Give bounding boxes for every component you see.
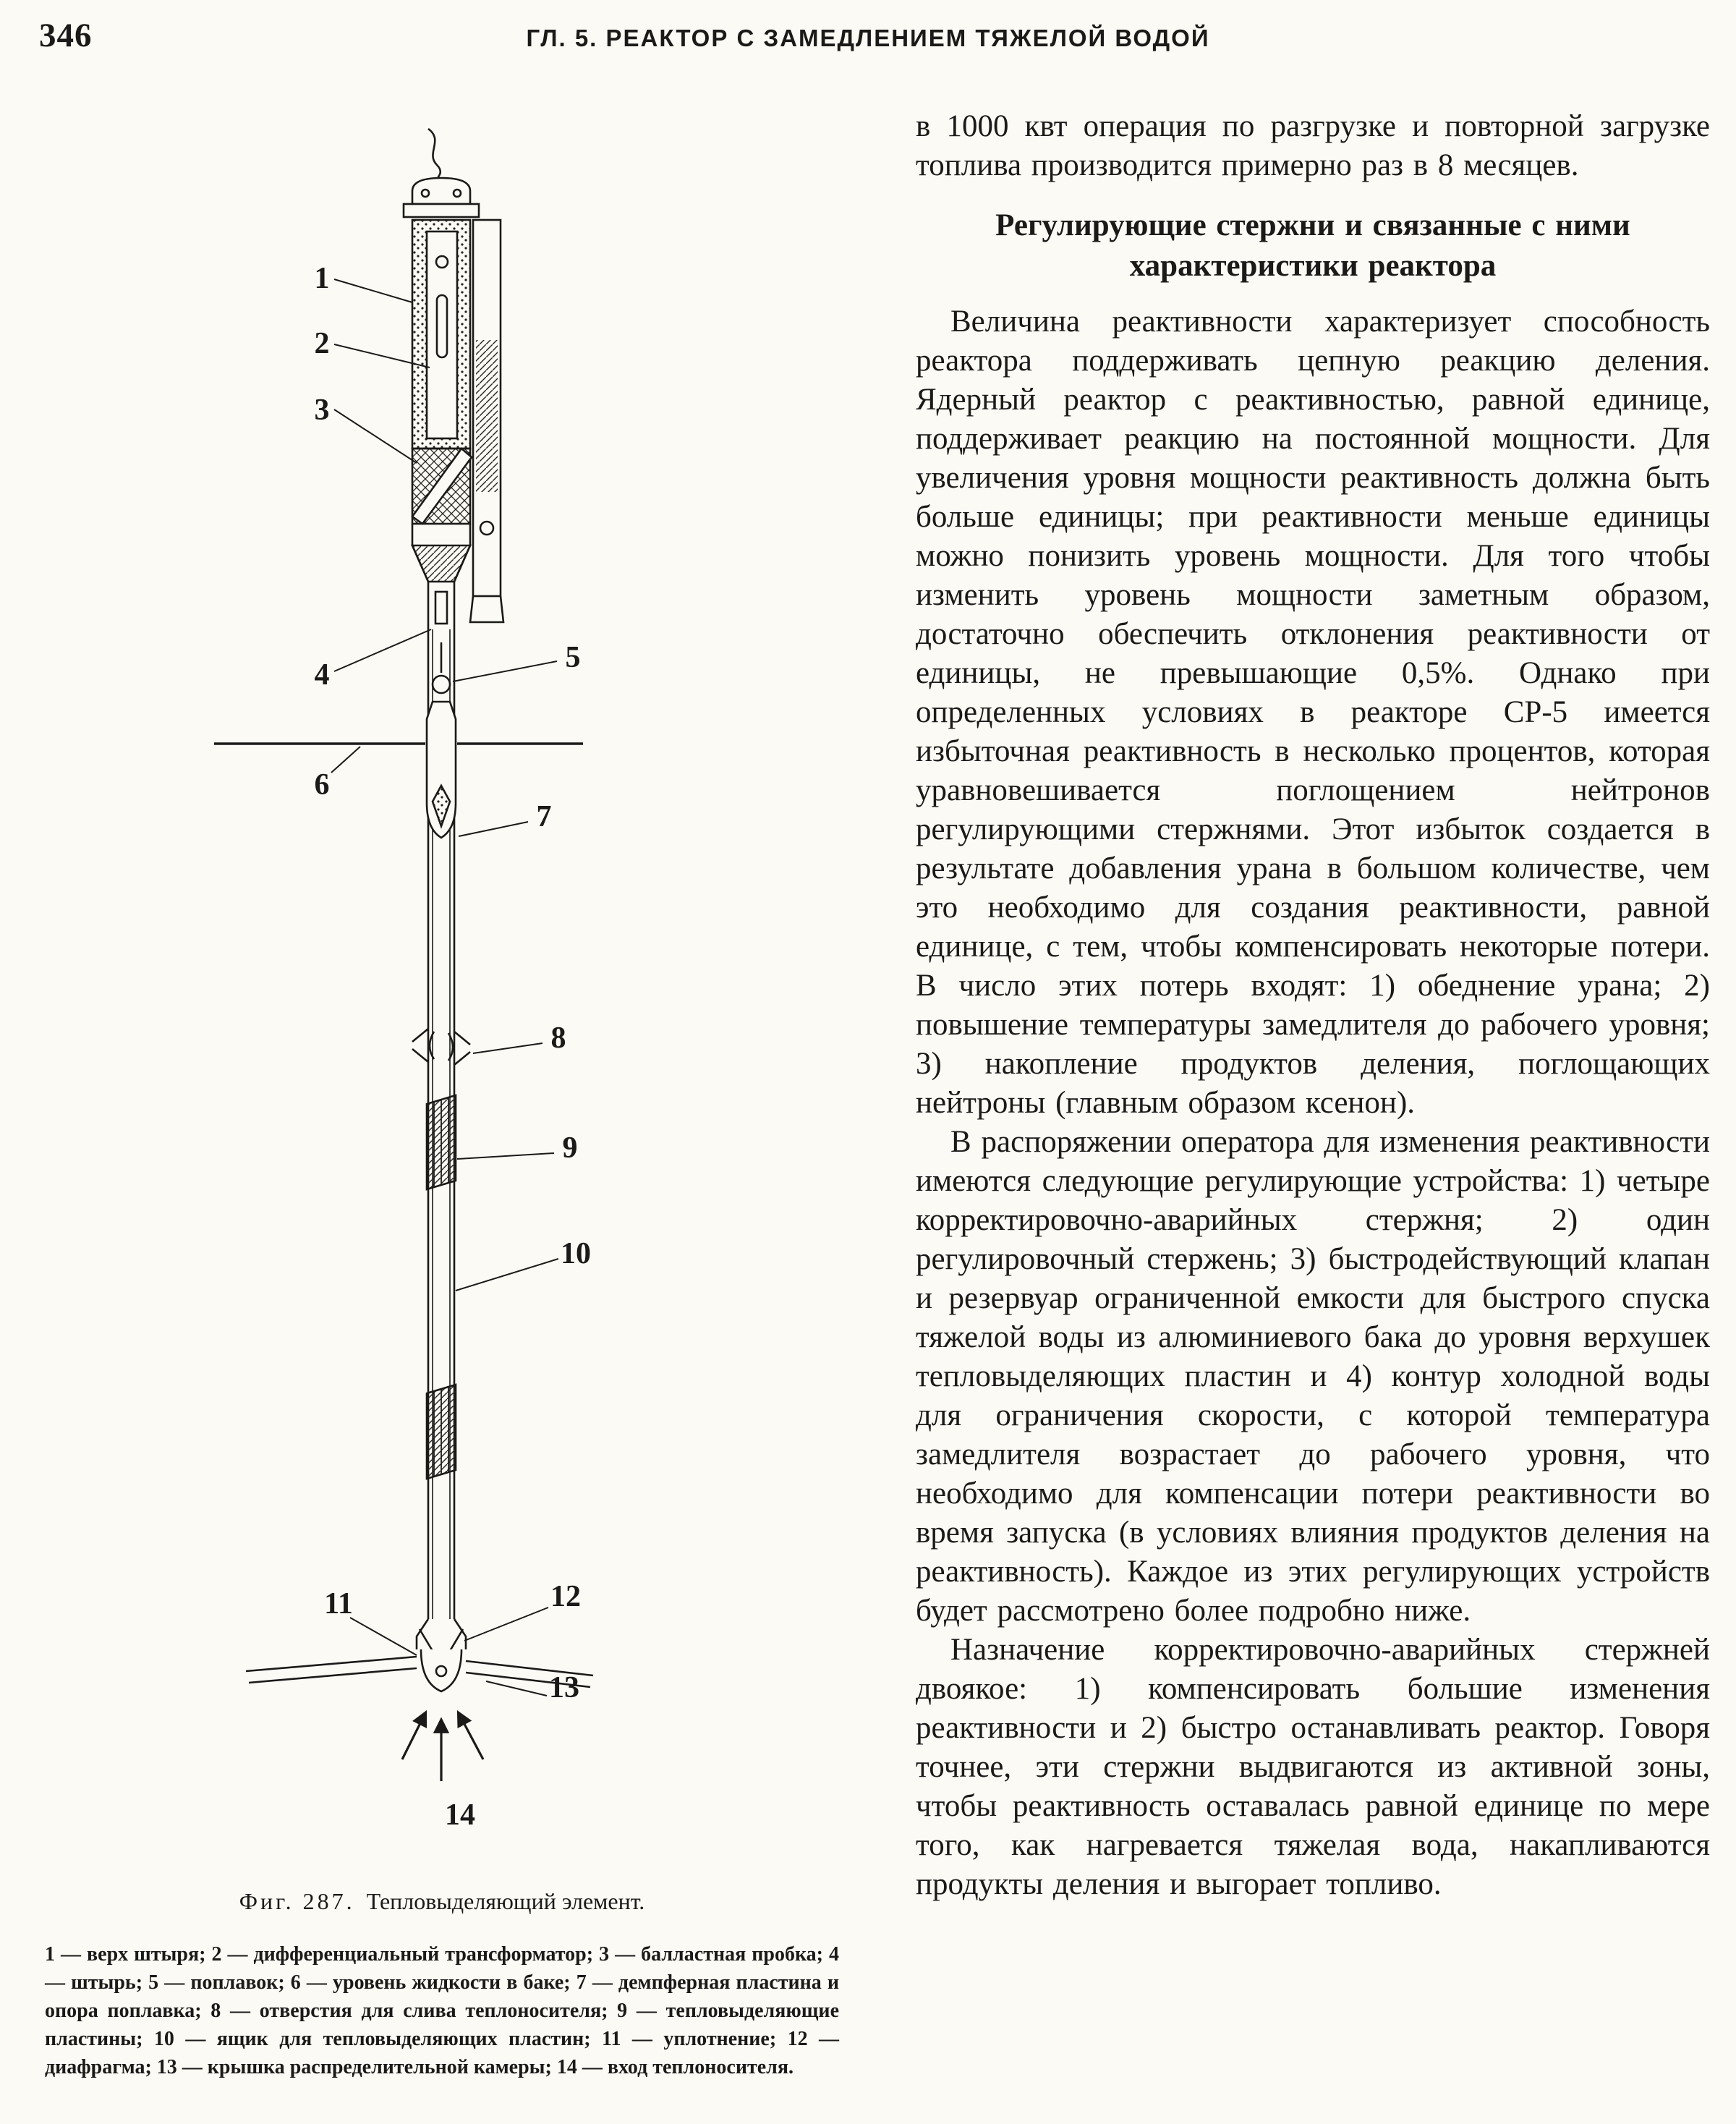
paragraph-continuation: в 1000 квт операция по разгрузке и повторной загрузке топлива производится примерно раз в 8 месяцев. bbox=[916, 109, 1710, 182]
page-number: 346 bbox=[39, 17, 93, 54]
damper-plate bbox=[427, 702, 456, 838]
figure-legend: 1 — верх штыря; 2 — дифференциальный трансформатор; 3 — балластная пробка; 4 — штырь; 5 — поплавок; 6 — уровень жидкости в баке; 7 — демпферная пластина и опора поплавка; 8 — отверстия для слива теплоносителя; 9 — тепловыделяющие пластины; 10 — ящик для тепловыделяющих пластин; 11 — уплотнение; 12 — диафрагма; 13 — крышка распределительной камеры; 14 — вход теплоносителя. bbox=[45, 1943, 839, 2078]
callout-5: 5 bbox=[565, 641, 581, 674]
callout-10: 10 bbox=[561, 1237, 591, 1270]
top-lead-wire bbox=[428, 129, 441, 181]
figure-287 bbox=[41, 123, 843, 2124]
callout-11: 11 bbox=[324, 1587, 353, 1620]
top-cap bbox=[404, 178, 479, 217]
section-heading: Регулирующие стержни и связанные с ними характеристики реактора bbox=[995, 208, 1630, 283]
callout-13: 13 bbox=[549, 1671, 579, 1704]
fuel-plates bbox=[427, 1095, 456, 1189]
text-column bbox=[916, 107, 1710, 1904]
transformer-tube bbox=[427, 231, 457, 438]
running-title: ГЛ. 5. РЕАКТОР С ЗАМЕДЛЕНИЕМ ТЯЖЕЛОЙ ВОДОЙ bbox=[526, 25, 1210, 51]
callout-7: 7 bbox=[536, 800, 552, 833]
callout-6: 6 bbox=[314, 768, 330, 802]
figure-caption-label: Фиг. 287. bbox=[239, 1888, 355, 1914]
paragraph-control-devices: В распоряжении оператора для изменения реактивности имеются следующие регулирующие устройства: 1) четыре корректировочно-аварийных стержня; 2) один регулировочный стержень; 3) быстродействующий клапан и резервуар ограниченной емкости для быстрого спуска тяжелой воды из алюминиевого бака до уровня верхушек тепловыделяющих пластин и 4) контур холодной воды для ограничения скорости, с которой температура замедлителя возрастает до рабочего уровня, что необходимо для компенсации потери реактивности во время запуска (в условиях влияния продуктов деления на реактивность). Каждое из этих регулирующих устройств будет рассмотрено более подробно ниже. bbox=[916, 1125, 1710, 1628]
fuel-plates-lower bbox=[427, 1385, 456, 1479]
callout-8: 8 bbox=[550, 1021, 566, 1055]
ballast-plug bbox=[412, 449, 472, 524]
callout-4: 4 bbox=[314, 658, 330, 692]
drain-openings bbox=[412, 1029, 470, 1065]
right-tube bbox=[470, 220, 503, 622]
figure-caption bbox=[41, 1888, 843, 1915]
figure-caption-text: Тепловыделяющий элемент. bbox=[366, 1888, 645, 1914]
callout-2: 2 bbox=[314, 327, 330, 360]
callout-1: 1 bbox=[314, 262, 330, 295]
fuel-element-drawing bbox=[174, 123, 622, 1845]
paragraph-shim-rods: Назначение корректировочно-аварийных стержней двоякое: 1) компенсировать большие изменения реактивности и 2) быстро останавливать реактор. Говоря точнее, эти стержни выдвигаются из активной зоны, чтобы реактивность оставалась равной единице по мере того, как нагревается тяжелая вода, накапливаются продукты деления и выгорает топливо. bbox=[916, 1633, 1710, 1901]
bottom-assembly bbox=[246, 1619, 593, 1691]
callout-12: 12 bbox=[550, 1580, 581, 1613]
callout-14: 14 bbox=[445, 1798, 475, 1832]
paragraph-reactivity: Величина реактивности характеризует способность реактора поддерживать цепную реакцию деления. Ядерный реактор с реактивностью, равной единице, поддерживает реакцию на постоянной мощности. Для увеличения уровня мощности реактивность должна быть больше единицы; при реактивности меньше единицы можно понизить уровень мощности. Для того чтобы изменить уровень мощности заметным образом, достаточно обеспечить отклонения реактивности от единицы, не превышающие 0,5%. Однако при определенных условиях в реакторе СР-5 имеется избыточная реактивность в несколько процентов, которая уравновешивается поглощением нейтронов регулирующими стержнями. Этот избыток создается в результате добавления урана в большом количестве, чем это необходимо для создания реактивности, равной единице, с тем, чтобы компенсировать некоторые потери. В число этих потерь входят: 1) обеднение урана; 2) повышение температуры замедлителя до рабочего уровня; 3) накопление продуктов деления, поглощающих нейтроны (главным образом ксенон). bbox=[916, 305, 1710, 1120]
neck-and-pin bbox=[412, 524, 470, 624]
callout-9: 9 bbox=[562, 1131, 578, 1165]
coolant-inlet-arrows bbox=[402, 1713, 483, 1781]
callout-3: 3 bbox=[314, 394, 330, 427]
float bbox=[433, 642, 450, 693]
